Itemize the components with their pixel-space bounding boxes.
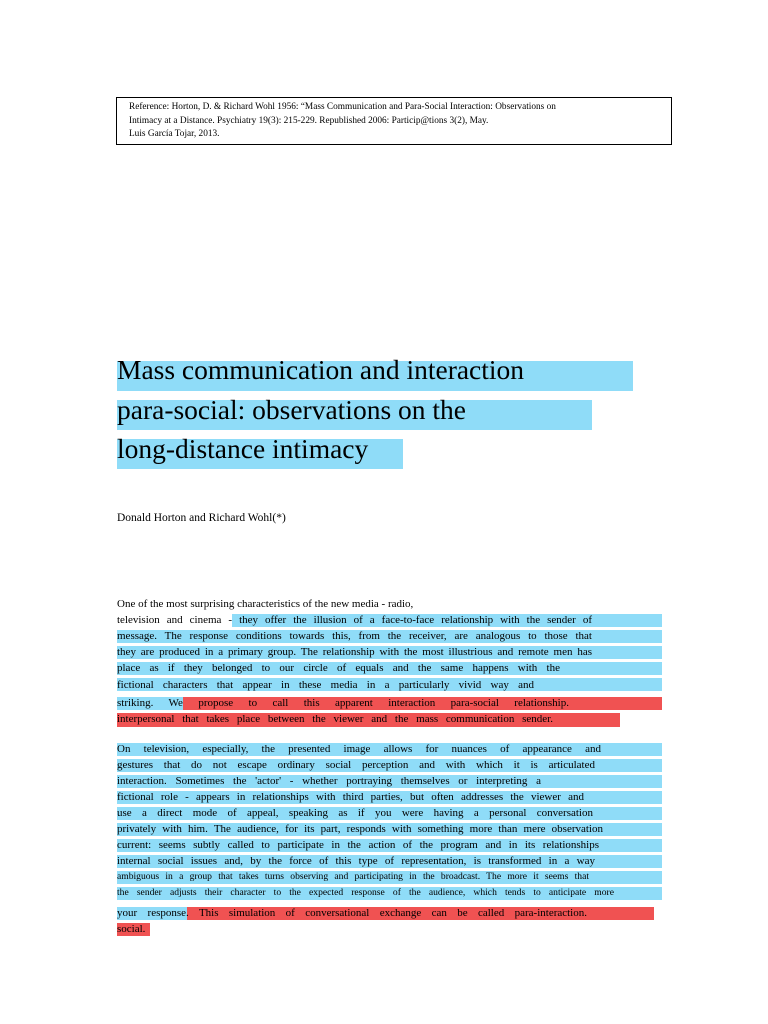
paragraph-line: striking. We propose to call this apparent interaction para-social relationship. — [117, 697, 569, 709]
paragraph-line: privately with him. The audience, for its part, responds with something more than mere observation — [117, 823, 603, 835]
page-title-line-3: long-distance intimacy — [117, 433, 369, 464]
paragraph-line: gestures that do not escape ordinary social perception and with which it is articulated — [117, 759, 595, 771]
paragraph-line: they are produced in a primary group. The relationship with the most illustrious and remote men has — [117, 646, 592, 658]
paragraph-line: internal social issues and, by the force of this type of representation, is transformed in a way — [117, 855, 595, 867]
paragraph-line: the sender adjusts their character to the expected response of the audience, which tends to anticipate more — [117, 887, 614, 898]
paragraph-line: use a direct mode of appeal, speaking as if you were having a personal conversation — [117, 807, 593, 819]
page-title-line-1: Mass communication and interaction — [117, 354, 525, 385]
paragraph-line: place as if they belonged to our circle of equals and the same happens with the — [117, 662, 560, 674]
reference-box — [116, 97, 672, 145]
page-title-line-2: para-social: observations on the — [117, 394, 466, 425]
paragraph-line: ambiguous in a group that takes turns observing and participating in the broadcast. The more it seems that — [117, 871, 589, 882]
paragraph-line: social. — [117, 923, 146, 935]
paragraph-line: interaction. Sometimes the 'actor' - whether portraying themselves or interpreting a — [117, 775, 541, 787]
paragraph-line: fictional role - appears in relationships with third parties, but often addresses the viewer and — [117, 791, 584, 803]
reference-line: Intimacy at a Distance. Psychiatry 19(3): 215-229. Republished 2006: Particip@tions 3(2), May. — [129, 115, 489, 126]
paragraph-line: your response. This simulation of conversational exchange can be called para-interaction. — [117, 907, 587, 919]
paragraph-line: television and cinema - they offer the illusion of a face-to-face relationship with the sender of — [117, 614, 592, 626]
paragraph-line: interpersonal that takes place between the viewer and the mass communication sender. — [117, 713, 553, 725]
paragraph-line: On television, especially, the presented image allows for nuances of appearance and — [117, 743, 601, 755]
reference-line: Luis García Tojar, 2013. — [129, 129, 220, 139]
paragraph-line: One of the most surprising characteristics of the new media - radio, — [117, 598, 414, 610]
paragraph-line: message. The response conditions towards this, from the receiver, are analogous to those that — [117, 630, 592, 642]
paragraph-line: fictional characters that appear in these media in a particularly vivid way and — [117, 679, 534, 691]
paragraph-line: current: seems subtly called to participate in the action of the program and in its relationships — [117, 839, 599, 851]
authors: Donald Horton and Richard Wohl(*) — [117, 512, 286, 524]
reference-line: Reference: Horton, D. & Richard Wohl 1956: “Mass Communication and Para-Social Interaction: Observations on — [129, 102, 556, 112]
